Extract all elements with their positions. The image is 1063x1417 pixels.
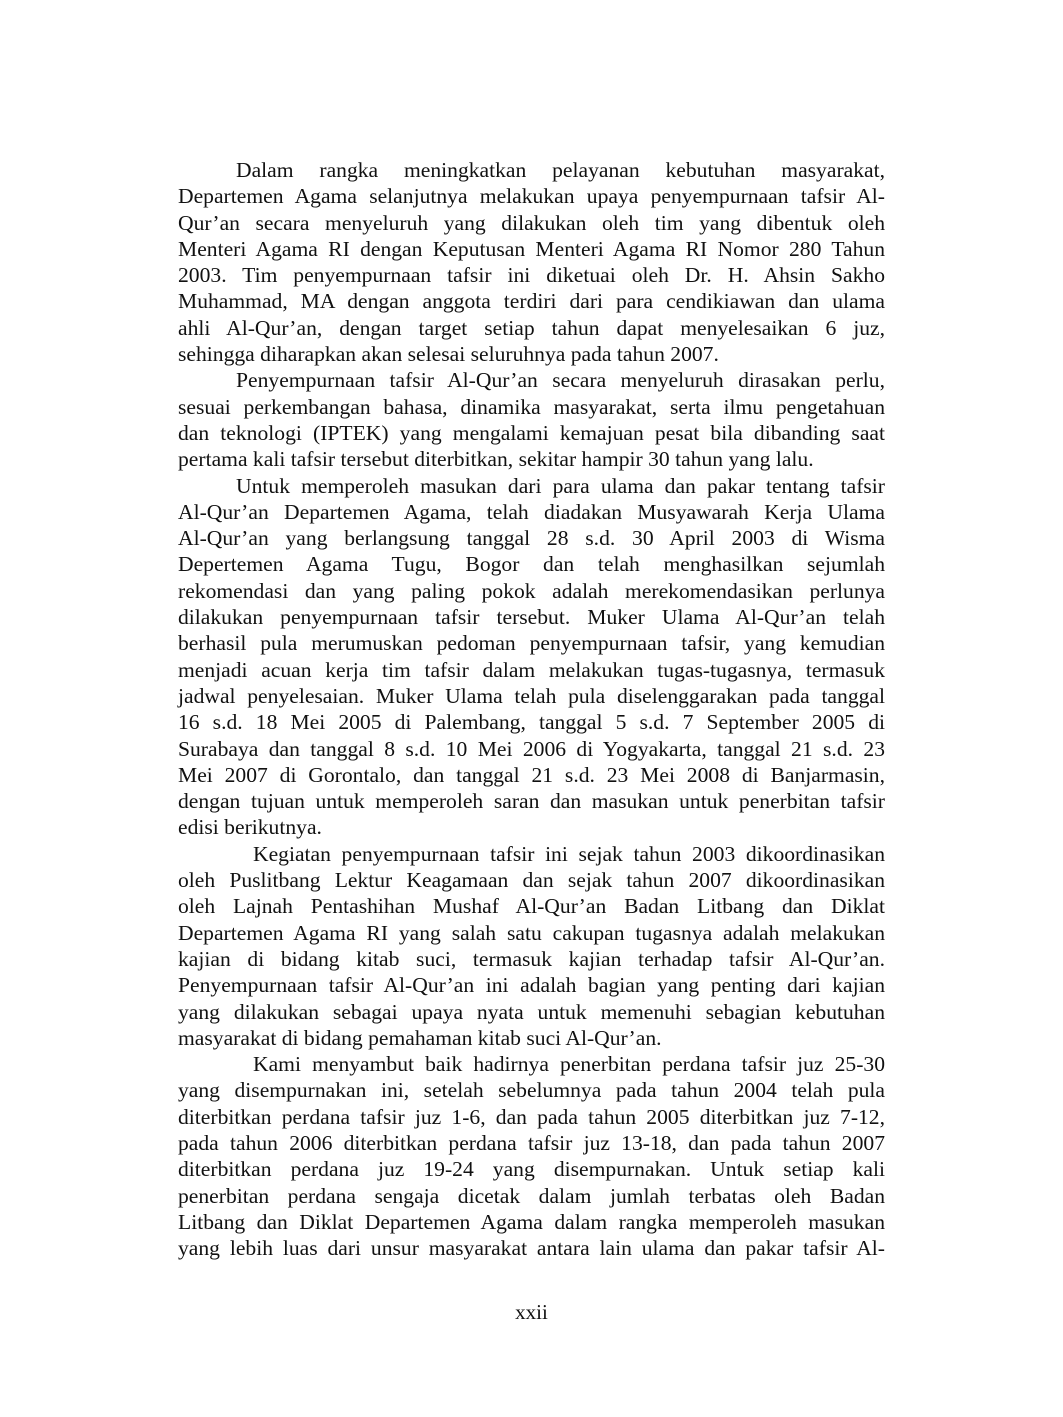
text-line: Departemen Agama selanjutnya melakukan upaya penyempurnaan tafsir Al- bbox=[178, 184, 885, 209]
text-line: Departemen Agama RI yang salah satu cakupan tugasnya adalah melakukan bbox=[178, 920, 885, 945]
text-line: jadwal penyelesaian. Muker Ulama telah pula diselenggarakan pada tanggal bbox=[178, 683, 885, 708]
paragraph bbox=[178, 157, 885, 367]
text-line: ahli Al-Qur’an, dengan target setiap tahun dapat menyelesaikan 6 juz, bbox=[178, 315, 885, 340]
text-line: yang disempurnakan ini, setelah sebelumnya pada tahun 2004 telah pula bbox=[178, 1078, 885, 1103]
paragraph bbox=[178, 1051, 885, 1261]
text-line: oleh Puslitbang Lektur Keagamaan dan sejak tahun 2007 dikoordinasikan bbox=[178, 868, 885, 893]
text-line: edisi berikutnya. bbox=[178, 815, 322, 840]
text-line: Surabaya dan tanggal 8 s.d. 10 Mei 2006 di Yogyakarta, tanggal 21 s.d. 23 bbox=[178, 736, 885, 761]
text-line: Mei 2007 di Gorontalo, dan tanggal 21 s.d. 23 Mei 2008 di Banjarmasin, bbox=[178, 762, 885, 787]
text-line: Al-Qur’an Departemen Agama, telah diadakan Musyawarah Kerja Ulama bbox=[178, 499, 885, 524]
page-number: xxii bbox=[515, 1300, 548, 1324]
paragraph bbox=[178, 841, 885, 1051]
text-line: Untuk memperoleh masukan dari para ulama dan pakar tentang tafsir bbox=[236, 473, 885, 498]
text-line: diterbitkan perdana tafsir juz 1-6, dan pada tahun 2005 diterbitkan juz 7-12, bbox=[178, 1104, 885, 1129]
text-line: menjadi acuan kerja tim tafsir dalam melakukan tugas-tugasnya, termasuk bbox=[178, 657, 885, 682]
text-line: Penyempurnaan tafsir Al-Qur’an ini adalah bagian yang penting dari kajian bbox=[178, 973, 885, 998]
text-line: penerbitan perdana sengaja dicetak dalam jumlah terbatas oleh Badan bbox=[178, 1183, 885, 1208]
text-line: rekomendasi dan yang paling pokok adalah merekomendasikan perlunya bbox=[178, 578, 885, 603]
text-line: pada tahun 2006 diterbitkan perdana tafsir juz 13-18, dan pada tahun 2007 bbox=[178, 1130, 885, 1155]
text-line: dilakukan penyempurnaan tafsir tersebut. Muker Ulama Al-Qur’an telah bbox=[178, 605, 885, 630]
text-line: sehingga diharapkan akan selesai seluruhnya pada tahun 2007. bbox=[178, 342, 719, 367]
text-line: Kegiatan penyempurnaan tafsir ini sejak tahun 2003 dikoordinasikan bbox=[253, 841, 885, 866]
text-line: Depertemen Agama Tugu, Bogor dan telah menghasilkan sejumlah bbox=[178, 552, 885, 577]
text-line: Litbang dan Diklat Departemen Agama dalam rangka memperoleh masukan bbox=[178, 1209, 885, 1234]
paragraph bbox=[178, 473, 885, 841]
text-line: oleh Lajnah Pentashihan Mushaf Al-Qur’an Badan Litbang dan Diklat bbox=[178, 894, 885, 919]
text-line: berhasil pula merumuskan pedoman penyempurnaan tafsir, yang kemudian bbox=[178, 631, 885, 656]
text-line: 16 s.d. 18 Mei 2005 di Palembang, tanggal 5 s.d. 7 September 2005 di bbox=[178, 710, 885, 735]
text-line: Dalam rangka meningkatkan pelayanan kebutuhan masyarakat, bbox=[236, 158, 885, 182]
paragraph bbox=[178, 367, 885, 472]
text-line: kajian di bidang kitab suci, termasuk kajian terhadap tafsir Al-Qur’an. bbox=[178, 946, 885, 971]
text-line: 2003. Tim penyempurnaan tafsir ini diketuai oleh Dr. H. Ahsin Sakho bbox=[178, 263, 885, 288]
text-line: Qur’an secara menyeluruh yang dilakukan oleh tim yang dibentuk oleh bbox=[178, 210, 885, 235]
page-body bbox=[178, 157, 885, 1261]
text-line: dengan tujuan untuk memperoleh saran dan masukan untuk penerbitan tafsir bbox=[178, 789, 885, 814]
text-line: Kami menyambut baik hadirnya penerbitan perdana tafsir juz 25-30 bbox=[253, 1052, 885, 1077]
text-line: yang dilakukan sebagai upaya nyata untuk memenuhi sebagian kebutuhan bbox=[178, 999, 885, 1024]
text-line: Penyempurnaan tafsir Al-Qur’an secara menyeluruh dirasakan perlu, bbox=[236, 368, 885, 393]
text-line: diterbitkan perdana juz 19-24 yang disempurnakan. Untuk setiap kali bbox=[178, 1157, 885, 1182]
text-line: Al-Qur’an yang berlangsung tanggal 28 s.d. 30 April 2003 di Wisma bbox=[178, 526, 885, 551]
text-line: sesuai perkembangan bahasa, dinamika masyarakat, serta ilmu pengetahuan bbox=[178, 394, 885, 419]
text-line: Muhammad, MA dengan anggota terdiri dari para cendikiawan dan ulama bbox=[178, 289, 885, 314]
text-line: masyarakat di bidang pemahaman kitab suci Al-Qur’an. bbox=[178, 1025, 662, 1050]
text-line: yang lebih luas dari unsur masyarakat antara lain ulama dan pakar tafsir Al- bbox=[178, 1236, 885, 1261]
text-line: dan teknologi (IPTEK) yang mengalami kemajuan pesat bila dibanding saat bbox=[178, 420, 885, 445]
text-line: pertama kali tafsir tersebut diterbitkan, sekitar hampir 30 tahun yang lalu. bbox=[178, 447, 814, 472]
text-line: Menteri Agama RI dengan Keputusan Menteri Agama RI Nomor 280 Tahun bbox=[178, 236, 885, 261]
